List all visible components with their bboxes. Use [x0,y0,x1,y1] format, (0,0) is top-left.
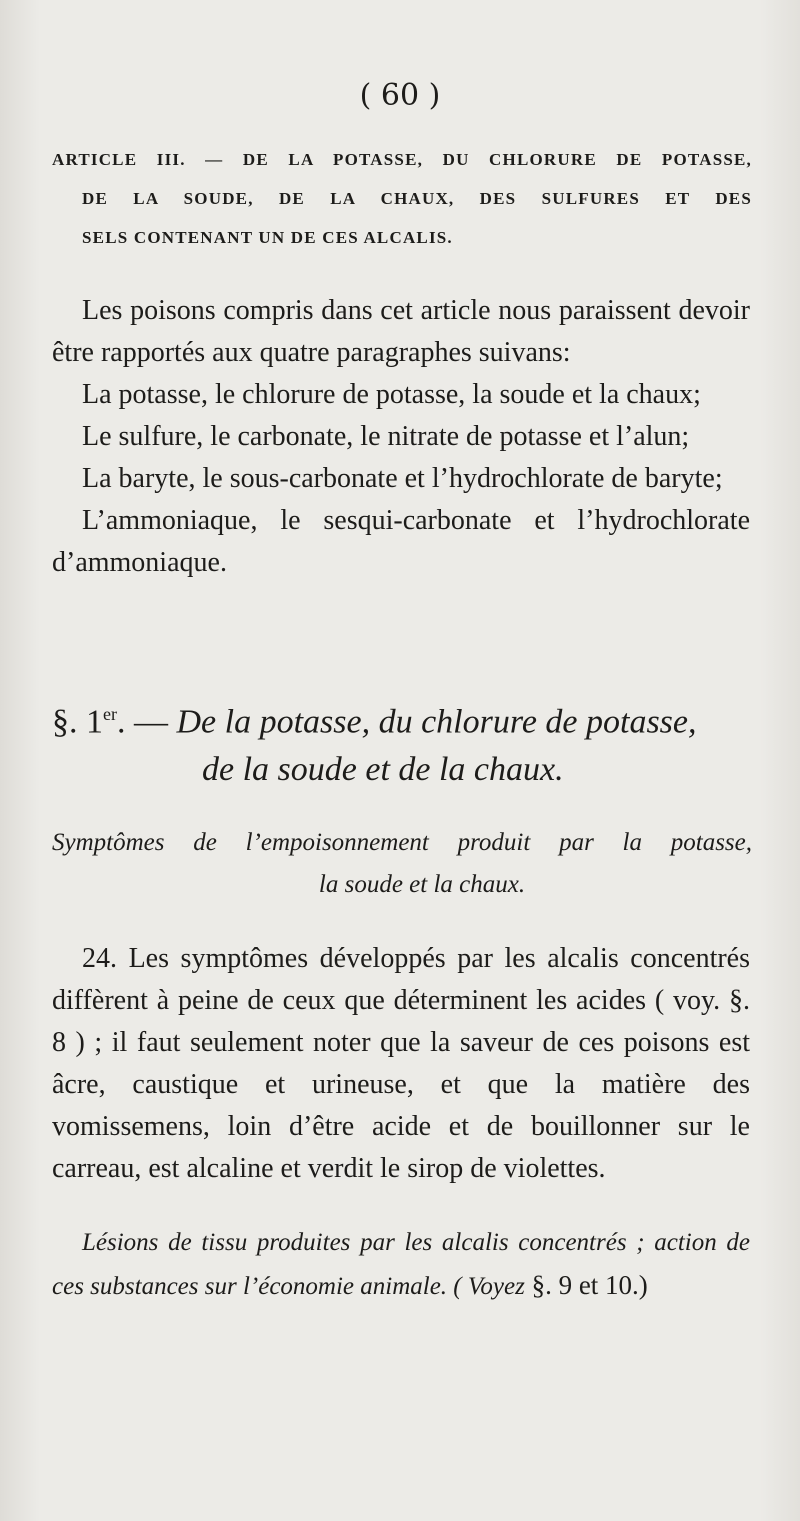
section-number: §. 1 [52,703,103,741]
lesions-paragraph [52,1222,750,1308]
article-heading-line-1: ARTICLE III. — DE LA POTASSE, DU CHLORURE DE POTASSE, [52,150,752,169]
section-title-line-2: de la soude et de la chaux. [202,751,564,789]
paragraph-24-block [52,938,750,1190]
symptoms-heading-line-1: Symptômes de l’empoisonnement produit par la potasse, [52,829,752,856]
intro-paragraph: Les poisons compris dans cet article nous paraissent devoir être rapportés aux quatre paragraphes suivans: [52,295,750,368]
list-item-sulfure: Le sulfure, le carbonate, le nitrate de potasse et l’alun; [82,421,690,452]
section-dash: . — [116,703,177,741]
article-heading [52,140,752,257]
section-number-sup: er [103,704,117,724]
symptoms-heading [52,822,752,906]
paragraph-24: 24. Les symptômes développés par les alcalis concentrés diffèrent à peine de ceux que déterminent les acides ( voy. §. 8 ) ; il faut seulement noter que la saveur de ces poisons est âcre, caustique et urineuse, et que la matière des vomissemens, loin d’être acide et de bouillonner sur le carreau, est alcaline et verdit le sirop de violettes. [52,943,750,1184]
page-number: ( 60 ) [359,78,441,113]
list-item-potasse: La potasse, le chlorure de potasse, la soude et la chaux; [82,379,701,410]
lesions-reference: §. 9 et 10.) [524,1270,648,1300]
symptoms-heading-line-2: la soude et la chaux. [318,871,526,898]
section-title-line-1: De la potasse, du chlorure de potasse, [176,703,697,741]
list-item-ammoniaque: L’ammoniaque, le sesqui-carbonate et l’hydrochlorate d’ammoniaque. [52,505,750,578]
section-heading [52,690,762,794]
article-heading-line-2: DE LA SOUDE, DE LA CHAUX, DES SULFURES ET DES [82,189,752,208]
lesions-italic-text: Lésions de tissu produites par les alcalis concentrés ; action de ces substances sur l’économie animale. ( Voyez [52,1229,750,1300]
list-item-baryte: La baryte, le sous-carbonate et l’hydrochlorate de baryte; [82,463,723,494]
intro-block [52,290,750,584]
article-heading-line-3: SELS CONTENANT UN DE CES ALCALIS. [82,228,453,247]
